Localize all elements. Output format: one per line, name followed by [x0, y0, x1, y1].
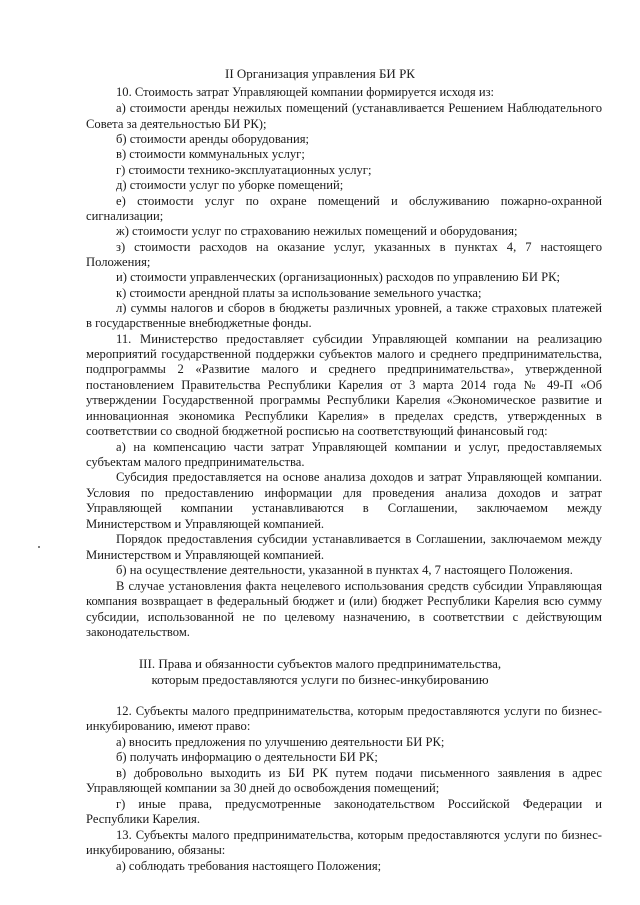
section-3-title-line-1: III. Права и обязанности субъектов малого предпринимательства,: [138, 656, 502, 671]
text-line: Совета за деятельностью БИ РК);: [86, 117, 267, 131]
text-line: а) вносить предложения по улучшению деятельности БИ РК;: [116, 735, 445, 749]
text-line: сигнализации;: [86, 209, 164, 223]
text-line: Министерством и Управляющей компанией.: [86, 548, 325, 562]
text-line: Субсидия предоставляется на основе анализа доходов и затрат Управляющей компании.: [116, 470, 602, 484]
text-line: Управляющей компании за 30 дней до освобождения помещений;: [86, 781, 440, 795]
text-line: В случае установления факта нецелевого использования средств субсидии Управляющая: [116, 579, 602, 593]
section-2-title: II Организация управления БИ РК: [225, 66, 415, 81]
text-line: б) стоимости аренды оборудования;: [116, 132, 309, 146]
text-line: мероприятий государственной поддержки субъектов малого и среднего предпринимательства,: [86, 347, 602, 361]
text-line: 11. Министерство предоставляет субсидии Управляющей компании на реализацию: [116, 332, 602, 346]
scan-speck: [38, 546, 40, 548]
text-line: 10. Стоимость затрат Управляющей компании формируется исходя из:: [116, 85, 495, 99]
text-line: и) стоимости управленческих (организационных) расходов по управлению БИ РК;: [116, 270, 561, 284]
text-line: подпрограммы 2 «Развитие малого и среднего предпринимательства», утвержденной: [86, 362, 602, 376]
text-line: 13. Субъекты малого предпринимательства, которым предоставляются услуги по бизнес-: [116, 828, 602, 842]
text-line: компания возвращает в федеральный бюджет и (или) бюджет Республики Карелия всю сумму: [86, 594, 602, 608]
text-line: утверждении Государственной программы Республики Карелия «Экономическое развитие и: [86, 393, 602, 407]
text-line: в государственные внебюджетные фонды.: [86, 316, 312, 330]
text-line: 12. Субъекты малого предпринимательства, которым предоставляются услуги по бизнес-: [116, 704, 602, 718]
text-line: л) суммы налогов и сборов в бюджеты различных уровней, а также страховых платежей: [116, 301, 602, 315]
text-line: соответствии со сводной бюджетной росписью на соответствующий финансовый год:: [86, 424, 548, 438]
text-line: инкубированию, имеют право:: [86, 719, 251, 733]
text-line: субъектам малого предпринимательства.: [86, 455, 305, 469]
section-3-title-line-2: которым предоставляются услуги по бизнес-инкубированию: [151, 672, 489, 687]
text-line: б) получать информацию о деятельности БИ РК;: [116, 750, 378, 764]
text-line: Условия по предоставлению информации для проведения анализа доходов и затрат: [86, 486, 602, 500]
text-line: субсидии, использованной не по целевому назначению, в соответствии с действующим: [86, 610, 602, 624]
text-line: постановлением Правительства Республики Карелия от 3 марта 2014 года № 49-П «Об: [86, 378, 602, 392]
text-line: к) стоимости арендной платы за использование земельного участка;: [116, 286, 482, 300]
text-line: в) стоимости коммунальных услуг;: [116, 147, 305, 161]
text-line: б) на осуществление деятельности, указанной в пунктах 4, 7 настоящего Положения.: [116, 563, 573, 577]
text-line: Республики Карелия.: [86, 812, 201, 826]
text-line: Положения;: [86, 255, 151, 269]
text-line: Порядок предоставления субсидии устанавливается в Соглашении, заключаемом между: [116, 532, 602, 546]
text-line: з) стоимости расходов на оказание услуг, указанных в пунктах 4, 7 настоящего: [116, 240, 602, 254]
text-line: инкубированию, обязаны:: [86, 843, 226, 857]
text-line: законодательством.: [86, 625, 190, 639]
text-line: а) стоимости аренды нежилых помещений (устанавливается Решением Наблюдательного: [116, 101, 602, 115]
text-line: г) стоимости технико-эксплуатационных услуг;: [116, 163, 372, 177]
text-line: Управляющей компании устанавливаются в Соглашении, заключаемом между: [86, 501, 602, 515]
text-line: е) стоимости услуг по охране помещений и обслуживанию пожарно-охранной: [116, 194, 602, 208]
text-line: в) добровольно выходить из БИ РК путем подачи письменного заявления в адрес: [116, 766, 602, 780]
text-line: ж) стоимости услуг по страхованию нежилых помещений и оборудования;: [116, 224, 518, 238]
text-line: инновационная экономика Республики Карелия» в пределах средств, утвержденных в: [86, 409, 602, 423]
text-line: Министерством и Управляющей компанией.: [86, 517, 325, 531]
text-line: а) на компенсацию части затрат Управляющей компании и услуг, предоставляемых: [116, 440, 602, 454]
text-line: д) стоимости услуг по уборке помещений;: [116, 178, 344, 192]
text-line: г) иные права, предусмотренные законодательством Российской Федерации и: [116, 797, 602, 811]
text-line: а) соблюдать требования настоящего Положения;: [116, 859, 382, 873]
